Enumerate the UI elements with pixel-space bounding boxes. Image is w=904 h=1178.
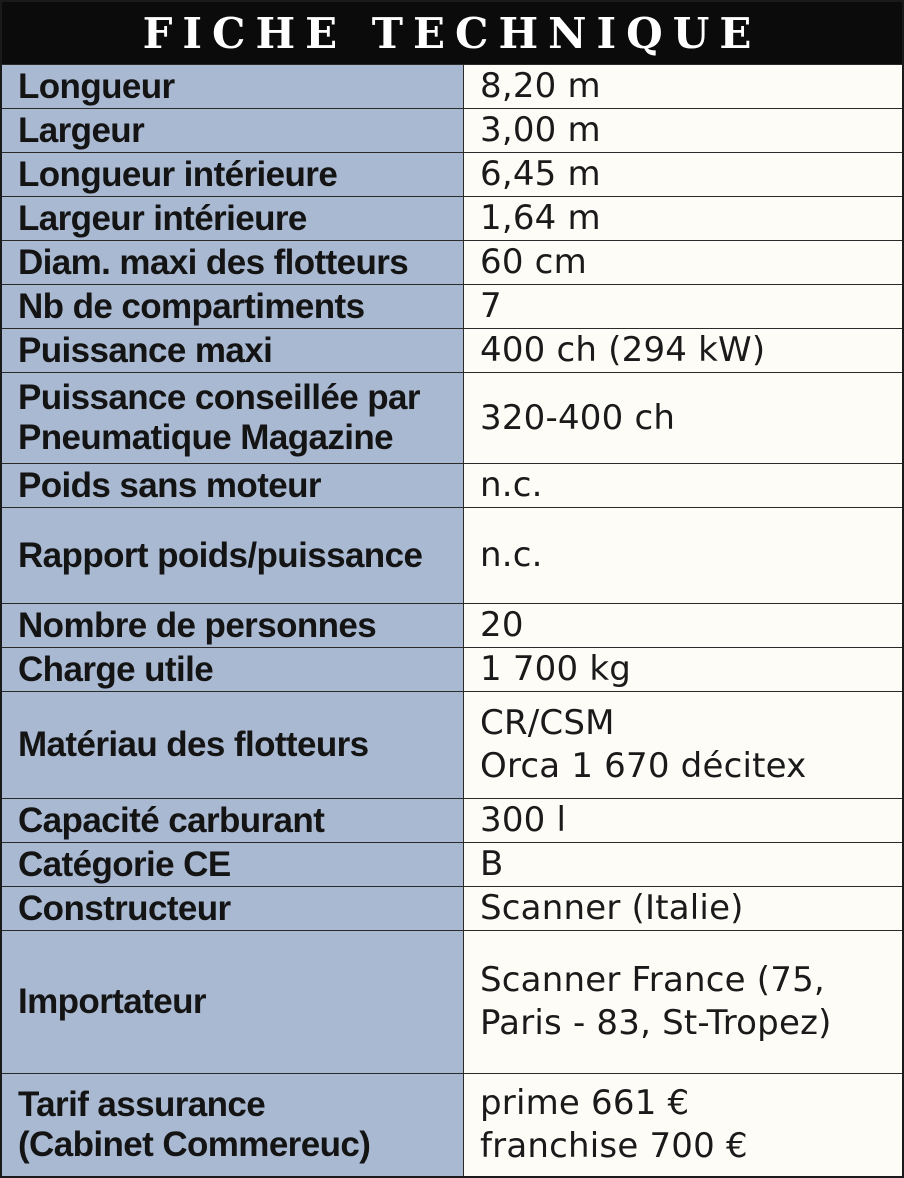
spec-row-personnes bbox=[2, 603, 902, 647]
spec-value: prime 661 € franchise 700 € bbox=[464, 1074, 902, 1176]
spec-label: Matériau des flotteurs bbox=[2, 692, 464, 798]
spec-row-poids bbox=[2, 463, 902, 507]
spec-value: 320-400 ch bbox=[464, 373, 902, 463]
spec-label: Charge utile bbox=[2, 648, 464, 691]
spec-row-charge-utile bbox=[2, 647, 902, 691]
spec-label: Catégorie CE bbox=[2, 843, 464, 886]
spec-label: Nombre de personnes bbox=[2, 604, 464, 647]
spec-value: 1,64 m bbox=[464, 197, 902, 240]
spec-value: 8,20 m bbox=[464, 65, 902, 108]
spec-row-importateur bbox=[2, 930, 902, 1073]
spec-label: Poids sans moteur bbox=[2, 464, 464, 507]
spec-label: Constructeur bbox=[2, 887, 464, 930]
spec-label: Nb de compartiments bbox=[2, 285, 464, 328]
spec-value: Scanner France (75, Paris - 83, St-Tropez) bbox=[464, 931, 902, 1073]
spec-value: 20 bbox=[464, 604, 902, 647]
spec-label: Puissance maxi bbox=[2, 329, 464, 372]
spec-value: 300 l bbox=[464, 799, 902, 842]
spec-label: Largeur intérieure bbox=[2, 197, 464, 240]
spec-row-tarif-assurance bbox=[2, 1073, 902, 1176]
spec-value: 60 cm bbox=[464, 241, 902, 284]
spec-row-categorie-ce bbox=[2, 842, 902, 886]
spec-row-longueur bbox=[2, 64, 902, 108]
spec-value: n.c. bbox=[464, 464, 902, 507]
spec-row-compartiments bbox=[2, 284, 902, 328]
spec-value: Scanner (Italie) bbox=[464, 887, 902, 930]
spec-row-largeur-interieure bbox=[2, 196, 902, 240]
spec-label: Longueur intérieure bbox=[2, 153, 464, 196]
spec-row-capacite-carburant bbox=[2, 798, 902, 842]
spec-label: Tarif assurance (Cabinet Commereuc) bbox=[2, 1074, 464, 1176]
spec-row-rapport-poids-puissance bbox=[2, 507, 902, 603]
spec-value: n.c. bbox=[464, 508, 902, 603]
spec-label: Rapport poids/puissance bbox=[2, 508, 464, 603]
spec-label: Largeur bbox=[2, 109, 464, 152]
spec-value: CR/CSM Orca 1 670 décitex bbox=[464, 692, 902, 798]
spec-row-longueur-interieure bbox=[2, 152, 902, 196]
spec-row-diametre-flotteurs bbox=[2, 240, 902, 284]
spec-value: 1 700 kg bbox=[464, 648, 902, 691]
spec-label: Longueur bbox=[2, 65, 464, 108]
spec-table bbox=[2, 64, 902, 1176]
spec-value: 7 bbox=[464, 285, 902, 328]
spec-label: Diam. maxi des flotteurs bbox=[2, 241, 464, 284]
spec-value: 3,00 m bbox=[464, 109, 902, 152]
spec-row-constructeur bbox=[2, 886, 902, 930]
spec-row-largeur bbox=[2, 108, 902, 152]
spec-value: 6,45 m bbox=[464, 153, 902, 196]
spec-row-materiau-flotteurs bbox=[2, 691, 902, 798]
spec-value: 400 ch (294 kW) bbox=[464, 329, 902, 372]
spec-label: Puissance conseillée par Pneumatique Magazine bbox=[2, 373, 464, 463]
spec-value: B bbox=[464, 843, 902, 886]
spec-label: Capacité carburant bbox=[2, 799, 464, 842]
spec-row-puissance-conseillee bbox=[2, 372, 902, 463]
sheet-title: FICHE TECHNIQUE bbox=[2, 2, 902, 64]
spec-row-puissance-maxi bbox=[2, 328, 902, 372]
spec-label: Importateur bbox=[2, 931, 464, 1073]
